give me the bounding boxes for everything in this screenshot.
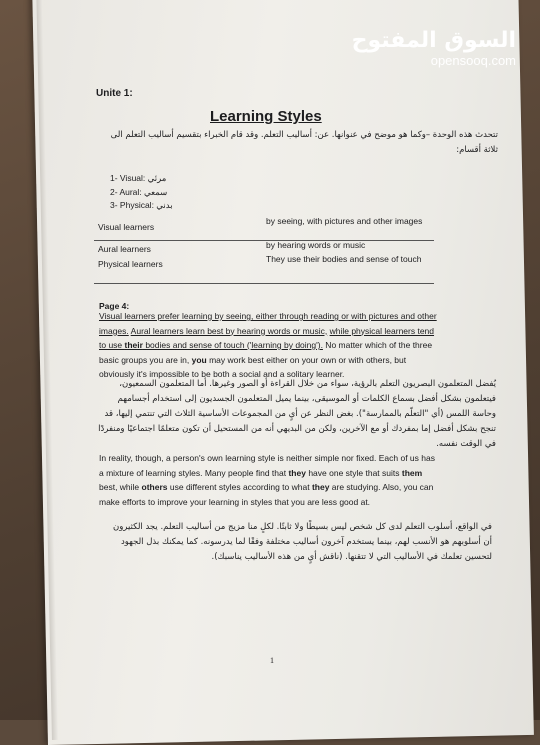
page-title: Learning Styles: [210, 108, 322, 125]
bold-word: they: [311, 482, 330, 492]
text-run: In reality, though, a person's own learning style is neither simple nor fixed. Each of us has a mixture of learning styles. Many people find that: [99, 453, 435, 478]
bold-word: you: [191, 354, 207, 365]
description-cell: by seeing, with pictures and other images: [266, 216, 423, 226]
styles-list: [110, 172, 173, 213]
section-label: Page 4:: [99, 301, 130, 311]
paragraph-english-1: [99, 309, 439, 382]
text-run: are studying. Also, you can make efforts to improve your learning in styles that you are less good at.: [99, 482, 434, 507]
text-run: while physical learners tend to use: [99, 325, 435, 350]
text-run: best, while: [99, 482, 142, 492]
description-cell: They use their bodies and sense of touch: [266, 254, 422, 264]
description-cell: by hearing words or music: [266, 240, 366, 250]
page-number: 1: [270, 656, 274, 665]
list-item: 1- Visual: مرئي: [110, 173, 167, 183]
bold-word: they: [288, 467, 306, 478]
list-item: 3- Physical: بدني: [110, 200, 173, 210]
learner-cell: Visual learners: [98, 222, 155, 232]
paragraph-arabic-1: يُفضل المتعلمون البصريون التعلم بالرؤية، سواء من خلال القراءة أو الصور وغيرها. أما المتعلمون السمعيون، فيتعلمون بشكل أفضل بسماع الكلمات أو الموسيقى، بينما يميل المتعلمون الجسديون إلى استخدام أجسامهم وحاسة اللمس (أي "التعلّم بالممارسة"). بغض النظر عن أيٍ من المجموعات الأساسية الثلاث التي تنتمي إليها، قد تنجح بشكل أفضل إما بمفردك أو مع الآخرين، ولكن من البديهي أنه من المستحيل أن تكون متعلمًا اجتماعيًا ومنفردًا في الوقت نفسه.: [98, 379, 496, 449]
paragraph-arabic-2: في الواقع، أسلوب التعلم لدى كل شخص ليس بسيطًا ولا ثابتًا. لكلٍ منا مزيج من أساليب التعلم. يجد الكثيرون أن أسلوبهم هو الأنسب لهم، بينما يستخدم آخرون أساليب مختلفة وفقًا لما يدرسونه. كما يمكنك بذل الجهود لتحسين تعلمك في الأساليب التي لا تتقنها. (ناقش أيٍ من هذه الأساليب يناسبك).: [112, 522, 492, 562]
bold-word: them: [401, 467, 423, 478]
table-divider: [94, 283, 434, 284]
bold-word: others: [141, 482, 168, 492]
text-run: No matter which of the three basic groups you are in,: [99, 340, 433, 365]
text-run: bodies and sense of touch ('learning by doing').: [142, 340, 323, 350]
learner-cell: Physical learners: [98, 259, 163, 269]
text-run: may work best either on your own or with others, but obviously it's impossible to be both a social and a solitary learner.: [99, 354, 407, 379]
learner-cell: Aural learners: [98, 244, 151, 254]
text-run: have one style that suits: [305, 467, 402, 478]
unit-label: Unite 1:: [96, 88, 133, 99]
intro-arabic: تتحدث هذه الوحدة –وكما هو موضح في عنوانها. عن: أساليب التعلم. وقد قام الخبراء بتقسيم أساليب التعلم الى ثلاثة أقسام:: [110, 130, 498, 155]
list-item: 2- Aural: سمعي: [110, 186, 168, 197]
sentence-aural: Aural learners learn best by hearing words or music,: [130, 325, 328, 336]
watermark-latin: opensooq.com: [430, 53, 516, 68]
bold-word: their: [124, 340, 143, 350]
sentence-visual: Visual learners prefer learning by seeing, either through reading or with pictures and other images.: [99, 311, 437, 336]
text-run: use different styles according to what: [167, 482, 312, 492]
watermark-arabic: السوق المفتوح: [351, 28, 516, 53]
paragraph-english-2: [99, 451, 439, 509]
